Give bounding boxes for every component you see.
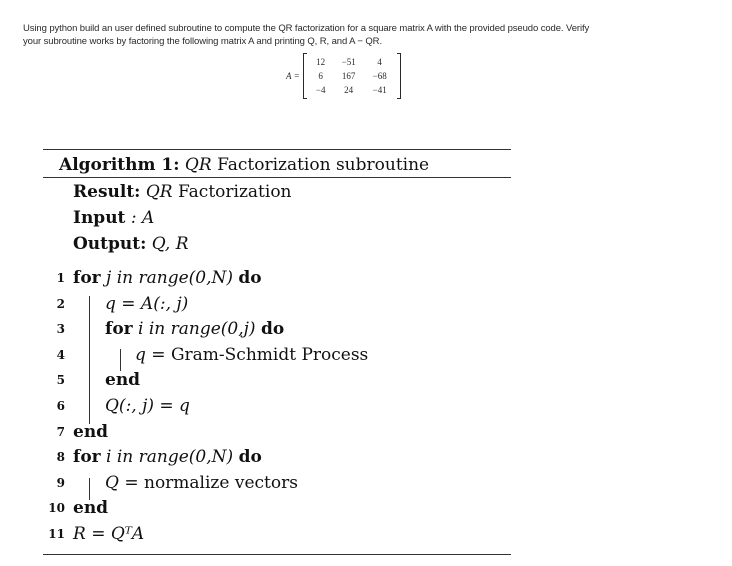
output-row bbox=[73, 231, 511, 257]
question-prompt bbox=[23, 22, 703, 48]
line-number: 7 bbox=[56, 424, 65, 439]
code-line-8 bbox=[43, 445, 511, 471]
keyword-end: end bbox=[105, 370, 141, 391]
code-line-2 bbox=[43, 292, 511, 318]
matrix-cell: −51 bbox=[341, 57, 356, 67]
prompt-line-2: your subroutine works by factoring the following matrix A and printing Q, R, and A − QR. bbox=[23, 36, 382, 47]
code-variable: q bbox=[135, 344, 146, 365]
code-statement: = normalize vectors bbox=[118, 472, 298, 493]
prompt-line-1: Using python build an user defined subroutine to compute the QR factorization for a square matrix A with the provided pseudo code. Verify bbox=[23, 23, 590, 34]
result-rest: Factorization bbox=[172, 182, 292, 202]
input-label: Input bbox=[73, 208, 126, 228]
line-number: 8 bbox=[56, 450, 65, 465]
line-number: 6 bbox=[56, 398, 65, 413]
matrix-cell: 167 bbox=[341, 71, 356, 81]
loop-condition: j in range(0,N) bbox=[100, 268, 239, 288]
algorithm-title-qr: QR bbox=[184, 155, 212, 175]
code-line-3 bbox=[43, 317, 511, 343]
keyword-do: do bbox=[238, 447, 262, 468]
line-number: 10 bbox=[48, 501, 65, 516]
algorithm-box bbox=[43, 149, 511, 555]
line-number: 3 bbox=[56, 322, 65, 337]
matrix-grid bbox=[307, 55, 397, 97]
keyword-for: for bbox=[73, 268, 101, 288]
result-row bbox=[73, 179, 511, 205]
matrix-cell: 12 bbox=[316, 57, 326, 67]
code-line-4 bbox=[43, 343, 511, 369]
keyword-do: do bbox=[238, 268, 262, 288]
algorithm-code bbox=[43, 266, 511, 548]
matrix-cell: 4 bbox=[377, 57, 382, 67]
line-number: 11 bbox=[48, 526, 65, 541]
algorithm-title-rest: Factorization subroutine bbox=[211, 155, 430, 175]
algorithm-bottom-rule bbox=[43, 554, 511, 555]
code-line-6 bbox=[43, 394, 511, 420]
matrix-cell: −41 bbox=[372, 85, 387, 95]
matrix-a bbox=[286, 53, 401, 99]
keyword-do: do bbox=[260, 319, 285, 340]
matrix-right-bracket bbox=[397, 53, 401, 99]
loop-condition: i in range(0,j) bbox=[132, 319, 261, 340]
keyword-end: end bbox=[73, 498, 109, 519]
line-number: 1 bbox=[56, 271, 65, 285]
code-line-10 bbox=[43, 496, 511, 522]
matrix-cell: 6 bbox=[318, 71, 323, 81]
matrix-cell: 24 bbox=[344, 85, 354, 95]
input-row bbox=[73, 205, 511, 231]
code-variable: Q bbox=[105, 472, 119, 493]
code-statement: q = A(:, j) bbox=[105, 293, 189, 314]
loop-condition: i in range(0,N) bbox=[100, 447, 239, 468]
line-number: 2 bbox=[56, 296, 65, 311]
matrix-cell: −4 bbox=[315, 85, 326, 95]
line-number: 4 bbox=[56, 347, 65, 362]
code-statement: = Gram-Schmidt Process bbox=[145, 344, 369, 365]
keyword-for: for bbox=[105, 319, 133, 340]
line-number: 5 bbox=[56, 373, 65, 388]
input-value: : A bbox=[125, 208, 155, 228]
code-line-9 bbox=[43, 471, 511, 497]
line-number: 9 bbox=[56, 475, 65, 490]
keyword-end: end bbox=[73, 421, 109, 442]
result-qr: QR bbox=[145, 182, 173, 202]
output-value: Q, R bbox=[146, 234, 189, 254]
code-statement: R = QᵀA bbox=[73, 523, 145, 544]
code-line-1 bbox=[43, 266, 511, 292]
code-line-5 bbox=[43, 368, 511, 394]
code-line-11 bbox=[43, 522, 511, 548]
algorithm-title bbox=[43, 150, 511, 177]
matrix-lhs: A = bbox=[286, 71, 300, 81]
algorithm-header bbox=[43, 178, 511, 257]
code-line-7 bbox=[43, 420, 511, 446]
keyword-for: for bbox=[73, 447, 101, 468]
output-label: Output: bbox=[73, 234, 147, 254]
algorithm-title-label: Algorithm 1: bbox=[59, 155, 180, 175]
result-label: Result: bbox=[73, 182, 141, 202]
matrix-cell: −68 bbox=[372, 71, 387, 81]
code-statement: Q(:, j) = q bbox=[105, 395, 190, 416]
